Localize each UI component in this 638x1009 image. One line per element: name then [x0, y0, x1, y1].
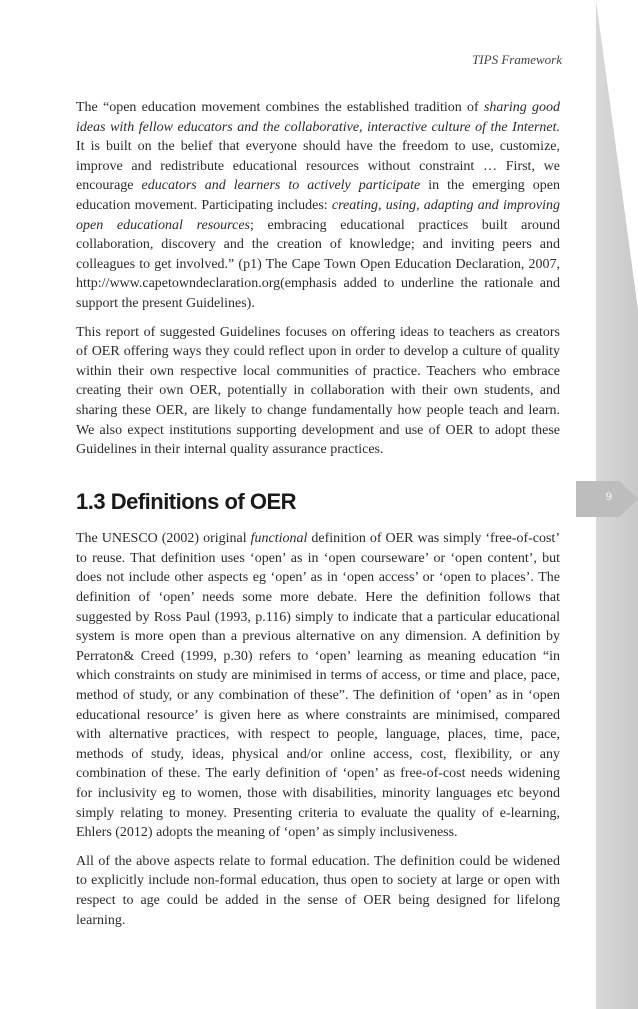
- paragraph-report: This report of suggested Guidelines focuses on offering ideas to teachers as creators of OER offering ways they could reflect upon in order to develop a culture of quality within their own respective local communities of practice. Teachers who embrace creating their own OER, potentially in collaboration with their own students, and sharing these OER, are likely to change fundamentally how people teach and learn. We also expect institutions supporting development and use of OER to adopt these Guidelines in their internal quality assurance practices.: [76, 324, 560, 458]
- section-heading: 1.3 Definitions of OER: [76, 488, 297, 514]
- emphasis-text: functional: [250, 531, 308, 547]
- emphasis-text: educators and learners to actively participate: [141, 178, 421, 194]
- page-number: 9: [606, 489, 612, 503]
- page-body: [76, 98, 560, 939]
- emphasis-text: sharing good ideas with fellow educators and the collaborative, interactive culture of the Internet.: [76, 100, 560, 135]
- paragraph-formal-education: All of the above aspects relate to formal education. The definition could be widened to explicitly include non-formal education, thus open to society at large or open with respect to age could be added in the sense of OER being designed for lifelong learning.: [76, 853, 560, 928]
- paragraph-quote: The “open education movement combines the established tradition of sharing good ideas with fellow educators and the collaborative, interactive culture of the Internet. It is built on the belief that everyone should have the freedom to use, customize, improve and redistribute educational resources without constraint … First, we encourage educators and learners to actively participate in the emerging open education movement. Participating includes: creating, using, adapting and improving open educational resources; embracing educational practices built around collaboration, discovery and the creation of knowledge; and inviting peers and colleagues to get involved.” (p1) The Cape Town Open Education Declaration, 2007, http://www.capetowndeclaration.org(emphasis added to underline the rationale and support the present Guidelines).: [76, 100, 560, 311]
- paragraph-definition: The UNESCO (2002) original functional definition of OER was simply ‘free-of-cost’ to reuse. That definition uses ‘open’ as in ‘open courseware’ or ‘open content’, but does not include other aspects eg ‘open’ as in ‘open access’ or ‘open to places’. The definition of ‘open’ needs some more debate. Here the definition follows that suggested by Ross Paul (1993, p.116) simply to indicate that a particular educational system is more open than a previous alternative on any dimension. A definition by Perraton& Creed (1999, p.30) refers to ‘open’ learning as meaning education “in which constraints on study are minimised in terms of access, or time and place, pace, method of study, or any combination of these”. The definition of ‘open’ as in ‘open educational resource’ is given here as where constraints are minimised, compared with alternative practices, with respect to people, language, places, time, pace, methods of study, ideas, physical and/or online access, cost, flexibility, or any combination of these. The early definition of ‘open’ as free-of-cost needs widening for inclusivity eg to women, those with disabilities, minority languages etc beyond simply relating to money. Presenting criteria to evaluate the quality of e-learning, Ehlers (2012) adopts the meaning of ‘open’ as simply inclusiveness.: [76, 531, 560, 841]
- running-header: TIPS Framework: [472, 52, 562, 67]
- emphasis-text: creating, using, adapting and improving open educational resources: [76, 197, 560, 233]
